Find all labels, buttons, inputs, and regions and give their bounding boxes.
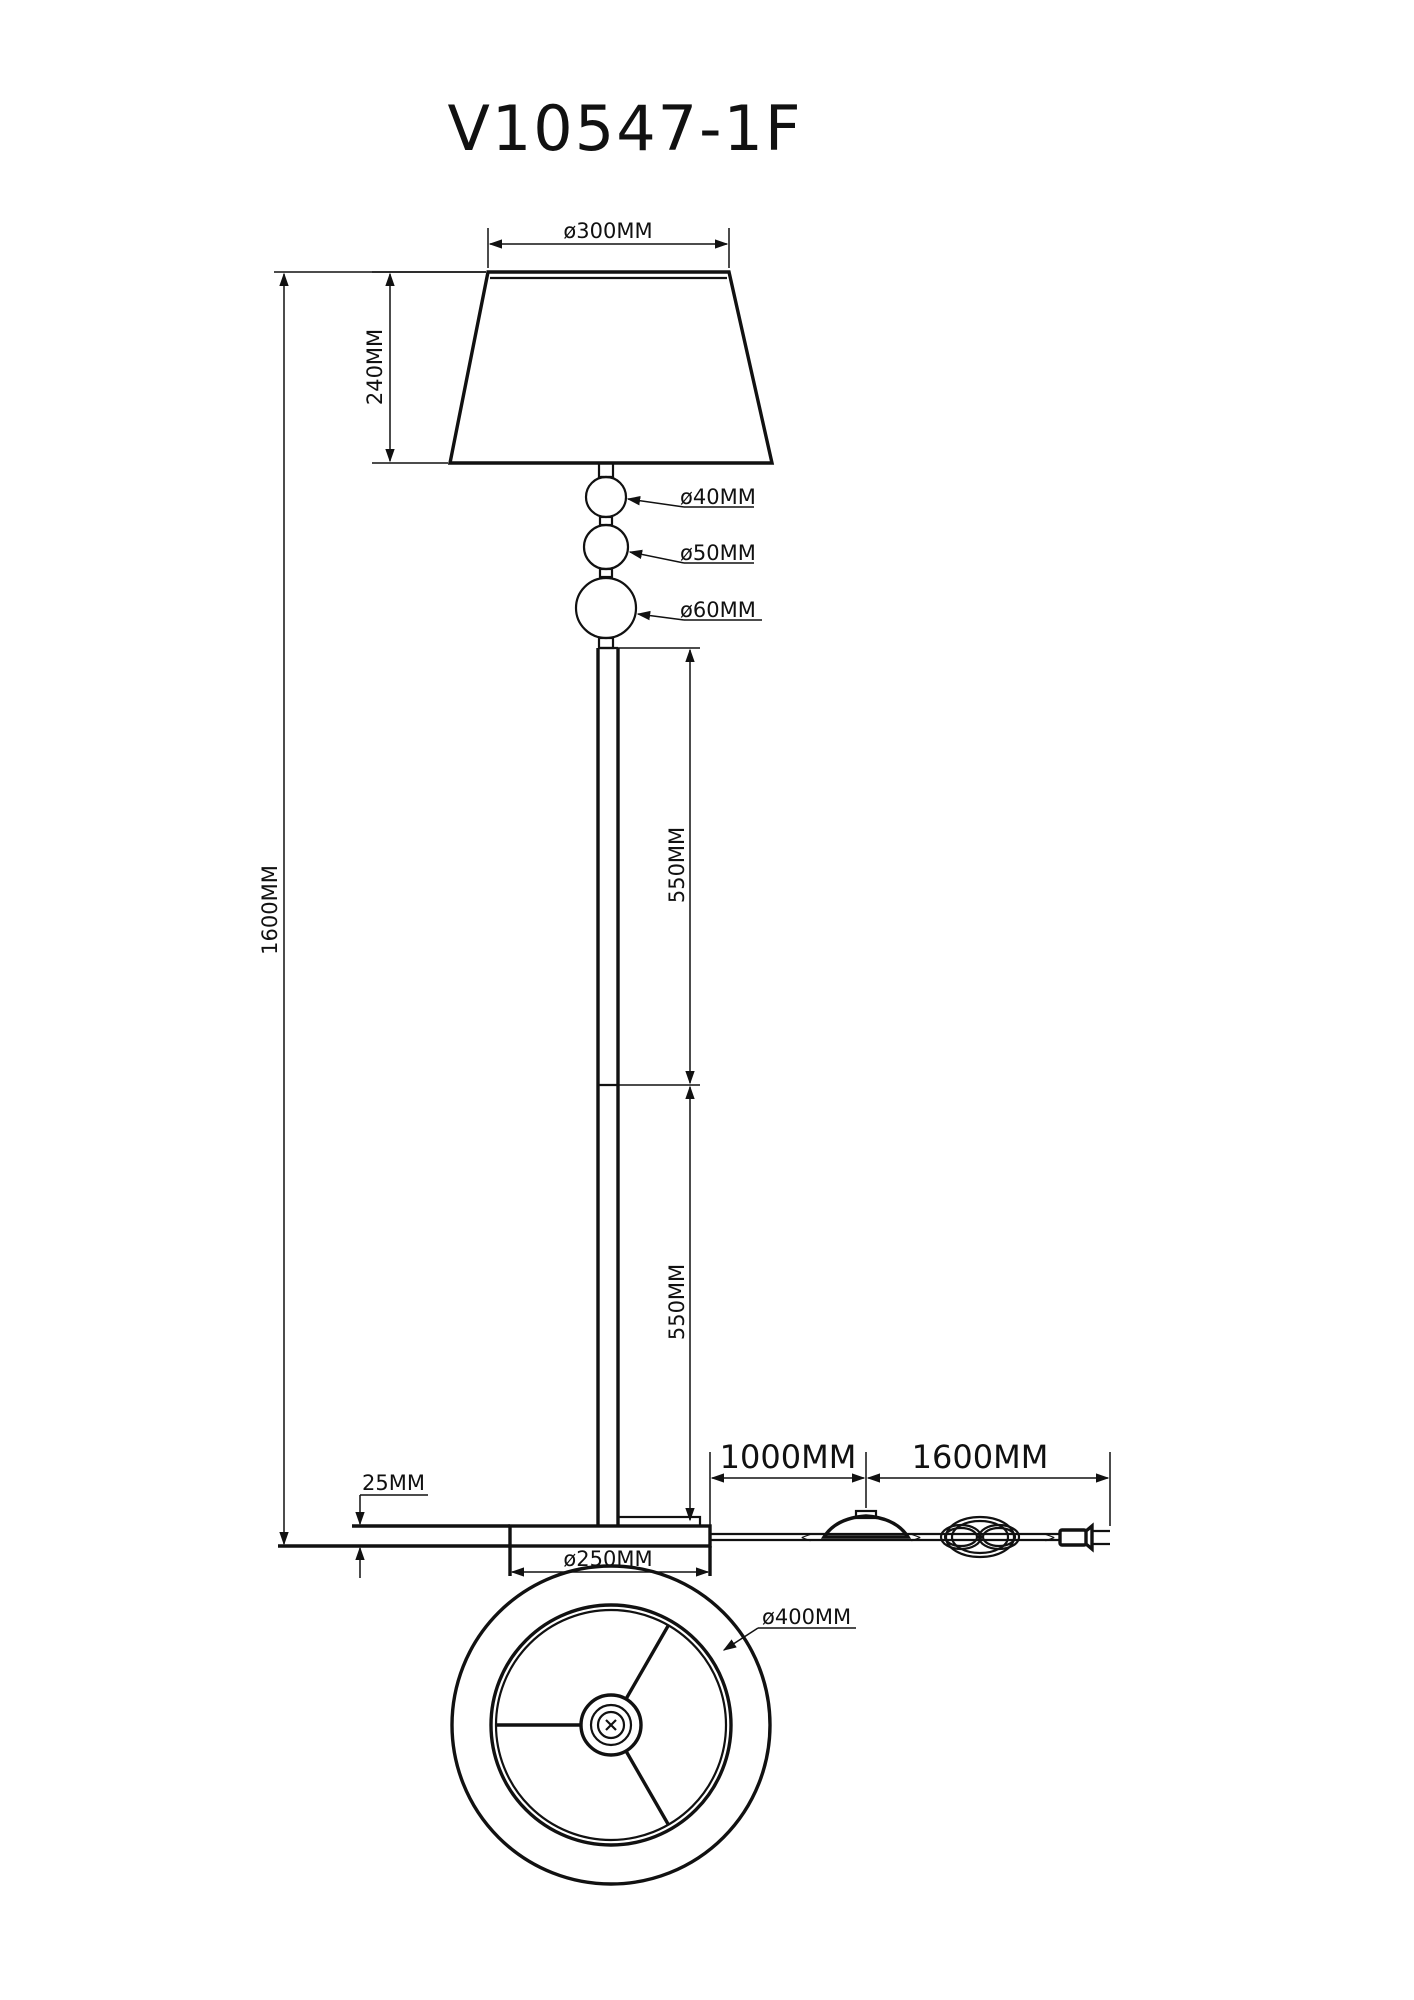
switch-to-plug-label: 1600MM: [911, 1438, 1049, 1476]
svg-text:>: >: [1044, 1530, 1056, 1546]
shade-diameter-label: ø300MM: [563, 219, 653, 243]
ball-medium: [584, 525, 628, 569]
switch-to-plug-dimension: [868, 1438, 1110, 1526]
base-diameter-dimension: [724, 1605, 856, 1650]
drawing-title: V10547-1F: [447, 92, 803, 165]
power-plug: [1060, 1526, 1110, 1549]
pole-lower-dimension: [665, 1087, 690, 1520]
ball-medium-label: ø50MM: [680, 541, 756, 565]
ball-small-label: ø40MM: [680, 485, 756, 509]
ball-large-label: ø60MM: [680, 598, 756, 622]
pole-upper-dimension: [618, 648, 700, 1085]
lamp-pole: [598, 648, 618, 1526]
base-diameter-label: ø400MM: [762, 1605, 852, 1629]
base-top-diameter-dimension: [512, 1547, 708, 1572]
lamp-shade: [450, 272, 772, 463]
pole-lower-label: 550MM: [665, 1263, 689, 1341]
base-thickness-label: 25MM: [362, 1471, 425, 1495]
base-top-diameter-label: ø250MM: [563, 1547, 653, 1571]
total-height-label: 1600MM: [258, 865, 282, 955]
cable-to-switch-dimension: [710, 1438, 866, 1526]
coiled-cable: [941, 1517, 1019, 1557]
cable-to-switch-label: 1000MM: [719, 1438, 857, 1476]
lamp-base-bottom-view: [452, 1566, 770, 1884]
svg-text:>: >: [910, 1530, 922, 1546]
pole-upper-label: 550MM: [665, 826, 689, 904]
shade-height-label: 240MM: [363, 328, 387, 406]
ball-dimension-leaders: [628, 485, 762, 622]
ball-large: [576, 578, 636, 638]
shade-diameter-dimension: [488, 219, 729, 268]
svg-text:<: <: [800, 1530, 812, 1546]
lamp-stem: [576, 463, 636, 648]
ball-small: [586, 477, 626, 517]
